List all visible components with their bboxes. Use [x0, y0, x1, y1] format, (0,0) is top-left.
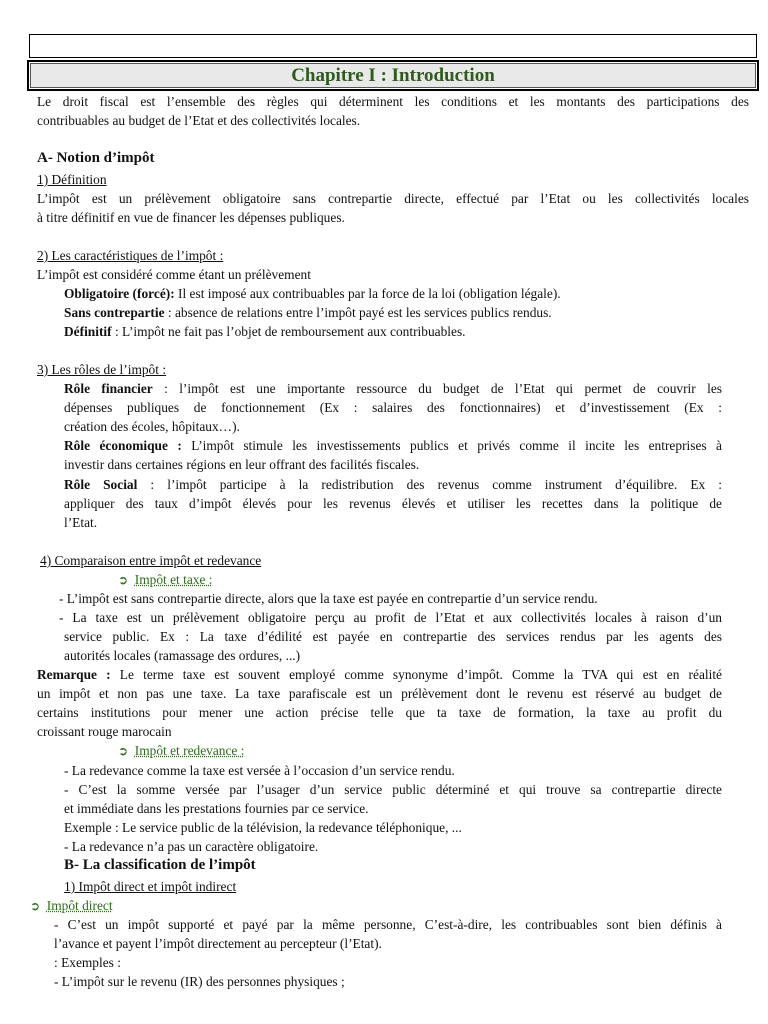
roles-heading: 3) Les rôles de l’impôt : — [37, 362, 167, 377]
definition-heading: 1) Définition — [37, 172, 107, 187]
remarque-line-3: certains institutions pour mener une action précise telle que ta taxe de formation, la taxe au profit du — [37, 705, 722, 720]
role-social-line-3: l’Etat. — [64, 515, 98, 530]
carac-item-obligatoire: Obligatoire (forcé): Il est imposé aux contribuables par la force de la loi (obligation légale). — [64, 286, 561, 301]
redevance-line-1: - La redevance comme la taxe est versée à l’occasion d’un service rendu. — [64, 763, 455, 778]
impot-redevance-heading-row: ➲ Impôt et redevance : — [118, 743, 245, 758]
intro-line-2: contribuables au budget de l’Etat et des collectivités locales. — [37, 113, 361, 128]
page-title: Chapitre I : Introduction — [291, 65, 495, 86]
direct-indirect-heading: 1) Impôt direct et impôt indirect — [64, 879, 237, 894]
redevance-line-2: - C’est la somme versée par l’usager d’un service public déterminé et qui trouve sa contrepartie directe — [64, 782, 722, 797]
caracteristiques-heading: 2) Les caractéristiques de l’impôt : — [37, 248, 224, 263]
remarque-line-4: croissant rouge marocain — [37, 724, 172, 739]
role-economique-line-1: Rôle économique : L’impôt stimule les investissements publics et privés comme il incite les entreprises à — [64, 438, 722, 453]
taxe-line-3: service public. Ex : La taxe d’édilité est payée en contrepartie des services rendus par les agents des — [64, 629, 722, 644]
direct-line-1: - C’est un impôt supporté et payé par la même personne, C’est-à-dire, les contribuables sont bien définis à — [54, 917, 722, 932]
carac-item-definitif: Définitif : L’impôt ne fait pas l’objet de remboursement aux contribuables. — [64, 324, 466, 339]
taxe-line-4: autorités locales (ramassage des ordures, ...) — [64, 648, 301, 663]
direct-line-4: - L’impôt sur le revenu (IR) des personnes physiques ; — [54, 974, 345, 989]
redevance-line-5: - La redevance n’a pas un caractère obligatoire. — [64, 839, 319, 854]
header-empty-box — [29, 34, 757, 58]
impot-direct-heading-row: ➲ Impôt direct — [30, 898, 113, 913]
definition-line-1: L’impôt est un prélèvement obligatoire sans contrepartie directe, effectué par l’Etat ou les collectivités locales — [37, 191, 749, 206]
redevance-line-3: et immédiate dans les prestations fournies par ce service. — [64, 801, 369, 816]
remarque-line-1: Remarque : Le terme taxe est souvent employé comme synonyme d’impôt. Comme la TVA qui est en réalité — [37, 667, 722, 682]
role-financier-line-2: dépenses publiques de fonctionnement (Ex : salaires des fonctionnaires) et d’investissement (Ex : — [64, 400, 722, 415]
direct-line-3: : Exemples : — [54, 955, 121, 970]
section-b-heading: B- La classification de l’impôt — [64, 857, 256, 873]
arrow-icon: ➲ — [30, 899, 41, 913]
role-financier-line-3: création des écoles, hôpitaux…). — [64, 419, 240, 434]
role-social-line-1: Rôle Social : l’impôt participe à la redistribution des revenus comme instrument d’équilibre. Ex : — [64, 477, 723, 492]
intro-line-1: Le droit fiscal est l’ensemble des règles qui déterminent les conditions et les montants des participations des — [37, 94, 749, 109]
carac-item-sans-contrepartie: Sans contrepartie : absence de relations entre l’impôt payé est les services publics rendus. — [64, 305, 552, 320]
impot-taxe-heading-row: ➲ Impôt et taxe : — [118, 572, 213, 587]
section-a-heading: A- Notion d’impôt — [37, 150, 155, 166]
direct-line-2: l’avance et payent l’impôt directement au percepteur (l’Etat). — [54, 936, 382, 951]
role-financier-line-1: Rôle financier : l’impôt est une importante ressource du budget de l’Etat qui permet de couvrir les — [64, 381, 722, 396]
arrow-icon: ➲ — [118, 744, 129, 758]
role-social-line-2: appliquer des taux d’impôt élevés pour les revenus élevés et utiliser les recettes dans la politique de — [64, 496, 722, 511]
role-economique-line-2: investir dans certaines régions en leur offrant des facilités fiscales. — [64, 457, 420, 472]
redevance-line-4: Exemple : Le service public de la télévision, la redevance téléphonique, ... — [64, 820, 462, 835]
comparaison-heading: 4) Comparaison entre impôt et redevance — [40, 553, 262, 568]
title-box — [27, 60, 759, 91]
caracteristiques-intro: L’impôt est considéré comme étant un prélèvement — [37, 267, 311, 282]
definition-line-2: à titre définitif en vue de financer les dépenses publiques. — [37, 210, 345, 225]
taxe-line-2: - La taxe est un prélèvement obligatoire perçu au profit de l’Etat et aux collectivités locales à raison d’un — [59, 610, 722, 625]
taxe-line-1: - L’impôt est sans contrepartie directe, alors que la taxe est payée en contrepartie d’un service rendu. — [59, 591, 598, 606]
remarque-line-2: un impôt et non pas une taxe. La taxe parafiscale est un prélèvement dont le revenu est réservé au budget de — [37, 686, 722, 701]
arrow-icon: ➲ — [118, 573, 129, 587]
